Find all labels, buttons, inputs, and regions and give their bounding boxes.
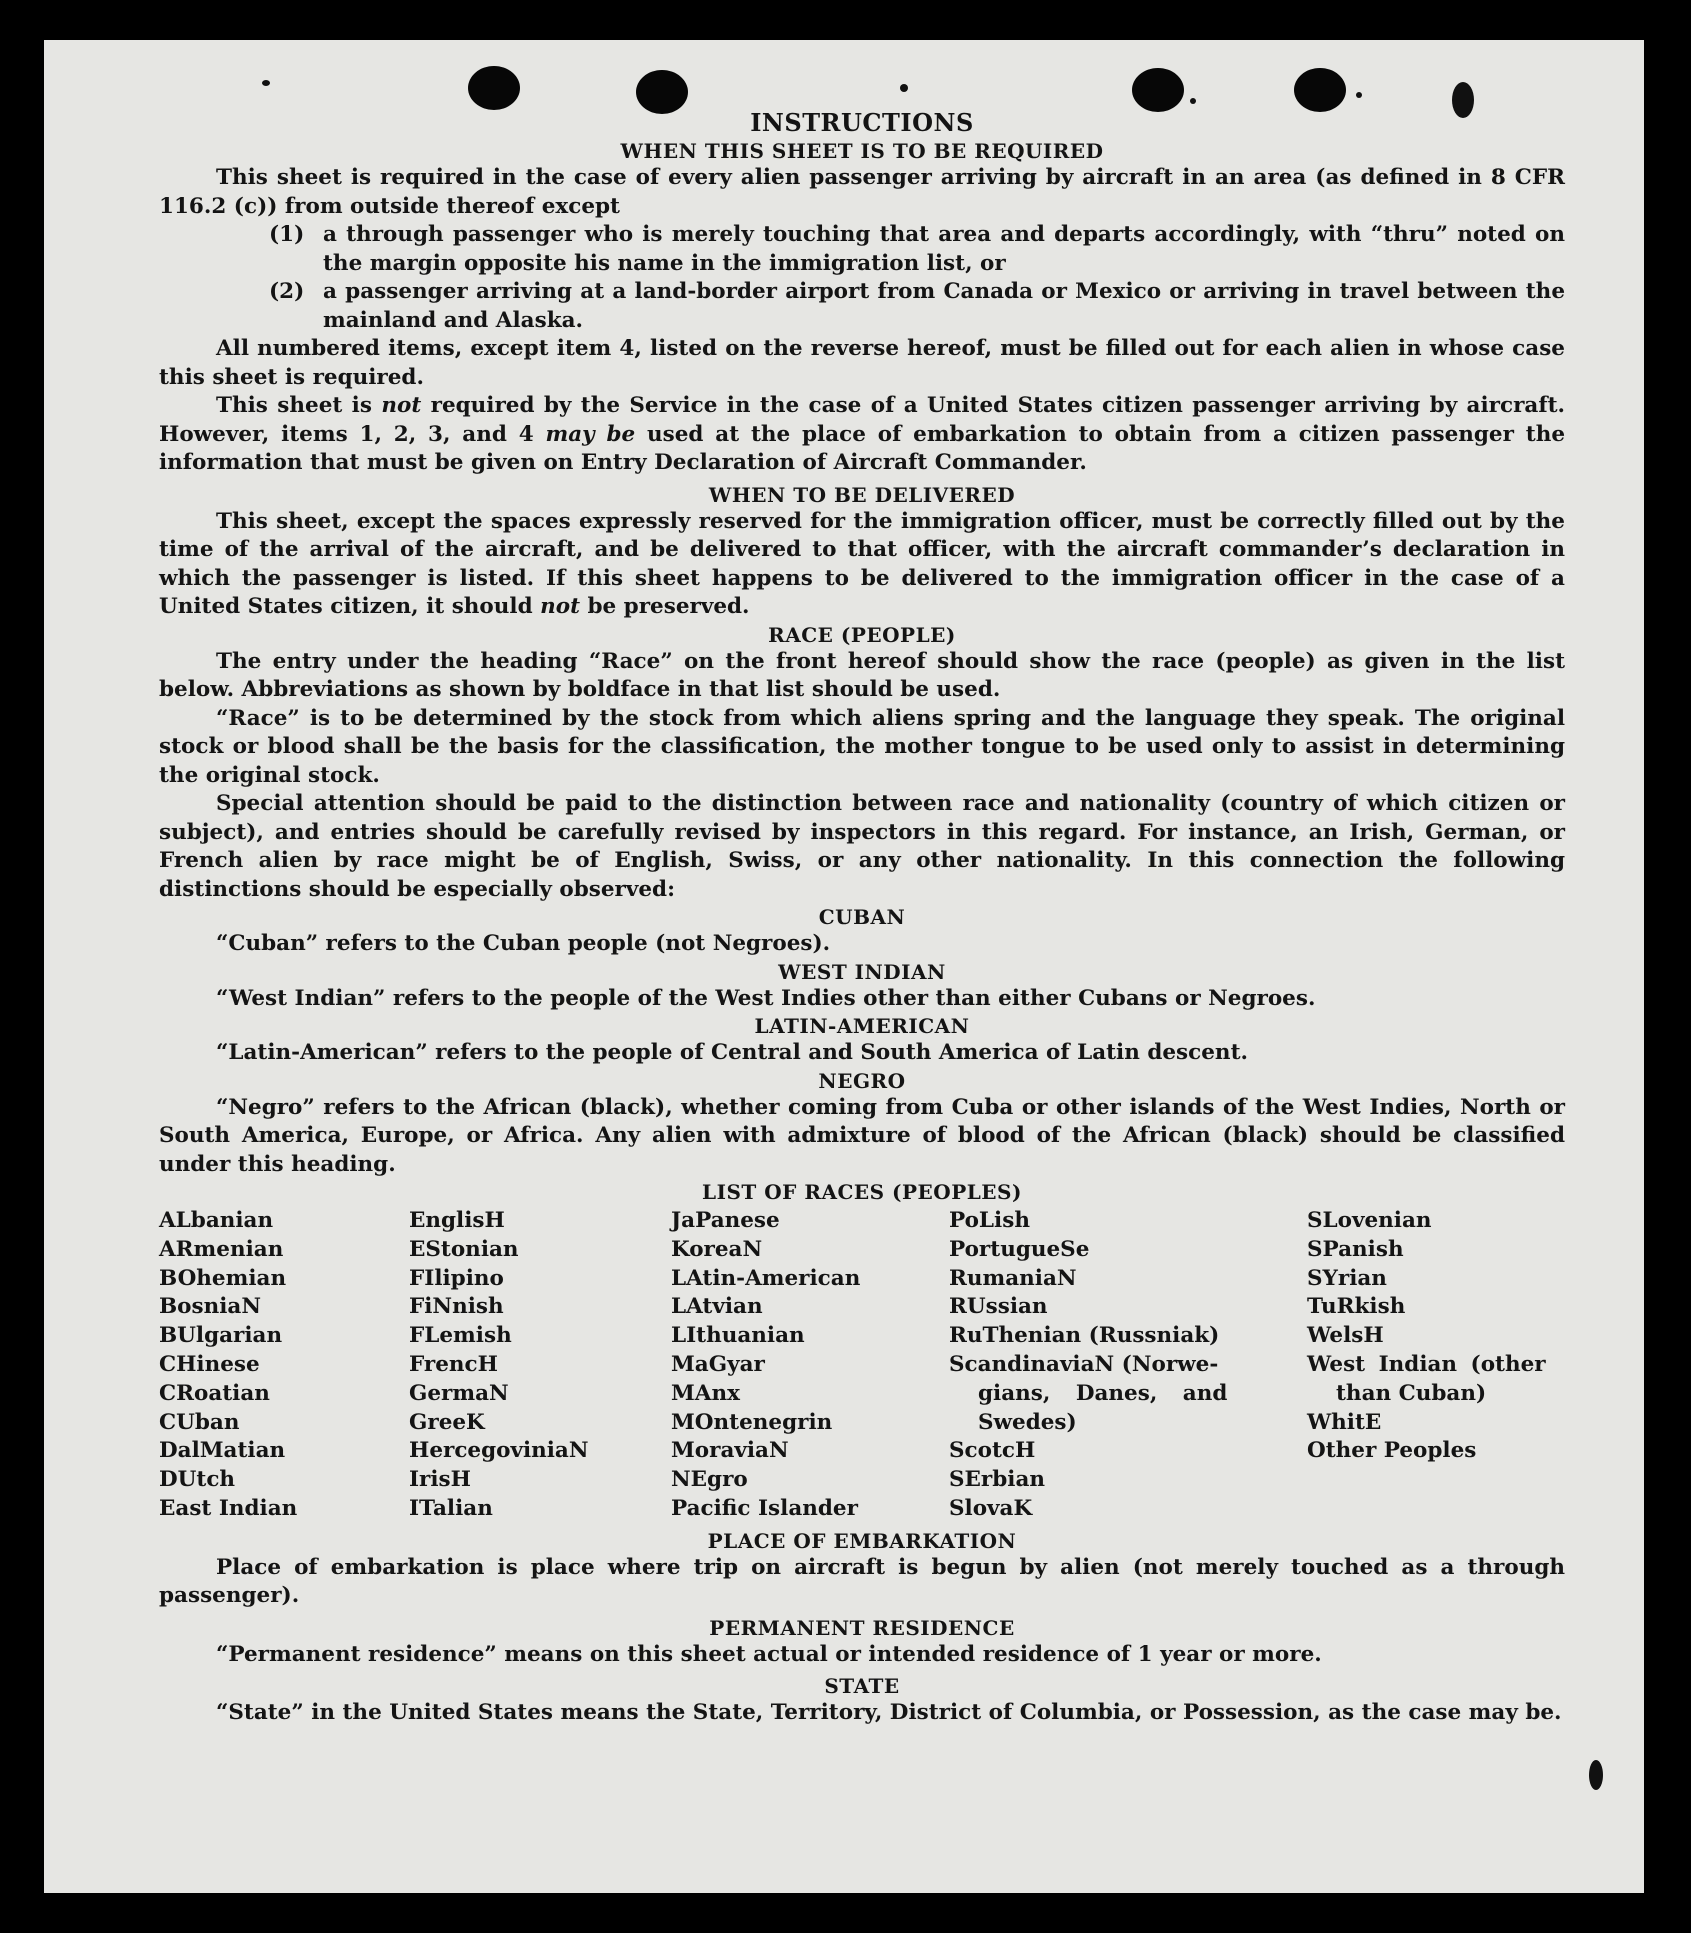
- race-entry: ARmenian: [159, 1236, 284, 1262]
- paragraph-state: “State” in the United States means the State, Territory, District of Columbia, or Possession, as the case may be.: [216, 1700, 1562, 1726]
- paragraph-cuban: “Cuban” refers to the Cuban people (not Negroes).: [216, 931, 831, 956]
- speck: [1190, 98, 1196, 104]
- race-entry: FIlipino: [409, 1265, 504, 1291]
- race-entry: SLovenian: [1307, 1208, 1432, 1233]
- paragraph-race-definition: “Race” is to be determined by the stock from which aliens spring and the language they speak. The original stock or blood shall be the basis for the classification, the mother tongue to be used only to assist in determining the original stock.: [159, 705, 1565, 788]
- instructions-title: INSTRUCTIONS: [750, 108, 974, 137]
- race-list: [159, 1207, 1565, 1524]
- race-column: [159, 1207, 409, 1524]
- race-entry: MoraviaN: [671, 1438, 789, 1464]
- race-entry: RumaniaN: [949, 1265, 1077, 1291]
- race-entry: RuThenian (Russniak): [949, 1323, 1220, 1349]
- document-sheet: [44, 40, 1644, 1893]
- race-entry: LAtin-American: [671, 1265, 861, 1291]
- race-entry: MAnx: [671, 1380, 740, 1406]
- ink-blot: [1589, 1760, 1603, 1790]
- paragraph-citizen-note: This sheet is not required by the Service in the case of a United States citizen passenger arriving by aircraft. However, items 1, 2, 3, and 4 may be used at the place of embarkation to obtain from a citizen passenger the information that must be given on Entry Declaration of Aircraft Commander.: [159, 393, 1566, 475]
- race-entry: MaGyar: [671, 1351, 765, 1377]
- paragraph-race-nationality: Special attention should be paid to the distinction between race and nationality (country of which citizen or subject), and entries should be carefully revised by inspectors in this regard. For instance, an Irish, German, or French alien by race might be of English, Swiss, or any other nationality. In this connection the following distinctions should be especially observed:: [159, 791, 1565, 902]
- race-entry-scandinavian: ScandinaviaN (Norwe-: [949, 1351, 1219, 1377]
- race-entry: CUban: [159, 1409, 240, 1435]
- race-entry: PortugueSe: [949, 1236, 1090, 1262]
- race-entry: SlovaK: [949, 1495, 1033, 1521]
- exception-number: (2): [269, 279, 305, 304]
- section-heading-when-delivered: WHEN TO BE DELIVERED: [708, 482, 1016, 507]
- paragraph-latin-american: “Latin-American” refers to the people of Central and South America of Latin descent.: [216, 1040, 1248, 1065]
- paragraph-embarkation: Place of embarkation is place where trip on aircraft is begun by alien (not merely touched as a through passenger).: [159, 1554, 1565, 1609]
- race-entry: KoreaN: [671, 1236, 763, 1262]
- race-entry: NEgro: [671, 1467, 748, 1493]
- race-entry: FiNnish: [409, 1294, 504, 1320]
- race-entry: PoLish: [949, 1208, 1030, 1233]
- exception-number: (1): [269, 222, 305, 247]
- race-entry-west-indian-cont: than Cuban): [1336, 1380, 1487, 1406]
- exception-item: [269, 278, 1565, 335]
- punch-hole: [468, 66, 520, 110]
- race-entry: SYrian: [1307, 1265, 1387, 1291]
- section-heading-embarkation: PLACE OF EMBARKATION: [707, 1528, 1017, 1553]
- section-heading-race: RACE (PEOPLE): [768, 622, 956, 647]
- race-entry: SPanish: [1307, 1236, 1404, 1262]
- race-entry: TuRkish: [1307, 1294, 1406, 1320]
- paragraph-required-intro: This sheet is required in the case of every alien passenger arriving by aircraft in an area (as defined in 8 CFR 116.2 (c)) from outside thereof except: [159, 165, 1565, 219]
- speck: [262, 80, 270, 86]
- race-entry: BosniaN: [159, 1294, 261, 1320]
- race-entry: DUtch: [159, 1467, 236, 1493]
- race-entry: HercegoviniaN: [409, 1438, 589, 1464]
- race-entry: BOhemian: [159, 1265, 287, 1291]
- exception-item: [269, 221, 1565, 278]
- exception-text: a passenger arriving at a land-border airport from Canada or Mexico or arriving in travel between the mainland and Alaska.: [323, 279, 1565, 333]
- paragraph-delivery: This sheet, except the spaces expressly reserved for the immigration officer, must be correctly filled out by the time of the arrival of the aircraft, and be delivered to that officer, with the aircraft commander’s declaration in which the passenger is listed. If this sheet happens to be delivered to the immigration officer in the case of a United States citizen, it should not be preserved.: [159, 508, 1565, 619]
- race-entry: BUlgarian: [159, 1323, 283, 1349]
- race-entry: EStonian: [409, 1236, 519, 1262]
- speck: [900, 84, 908, 92]
- punch-hole: [1132, 68, 1184, 112]
- paragraph-west-indian: “West Indian” refers to the people of the West Indies other than either Cubans or Negroes.: [216, 985, 1316, 1011]
- race-column: [671, 1207, 949, 1524]
- race-entry: JaPanese: [671, 1208, 780, 1233]
- race-entry: MOntenegrin: [671, 1409, 833, 1435]
- section-heading-latin-american: LATIN-AMERICAN: [754, 1014, 970, 1038]
- race-entry-scandinavian-cont: gians, Danes, and: [978, 1380, 1228, 1406]
- race-entry: East Indian: [159, 1495, 298, 1521]
- section-heading-negro: NEGRO: [818, 1068, 906, 1093]
- race-entry: WhitE: [1307, 1409, 1382, 1435]
- race-entry: IrisH: [409, 1467, 471, 1493]
- race-entry: ScotcH: [949, 1438, 1036, 1464]
- race-entry: Other Peoples: [1307, 1438, 1477, 1464]
- race-entry-scandinavian-cont: Swedes): [978, 1409, 1077, 1435]
- section-heading-when-required: WHEN THIS SHEET IS TO BE REQUIRED: [620, 139, 1104, 163]
- race-entry: DalMatian: [159, 1438, 286, 1464]
- race-entry: FrencH: [409, 1351, 498, 1377]
- paragraph-negro: “Negro” refers to the African (black), whether coming from Cuba or other islands of the West Indies, North or South America, Europe, or Africa. Any alien with admixture of blood of the African (black) should be classified under this heading.: [159, 1094, 1565, 1177]
- race-entry: LIthuanian: [671, 1323, 805, 1349]
- punch-hole: [1294, 68, 1346, 112]
- race-entry: LAtvian: [671, 1294, 763, 1320]
- section-heading-west-indian: WEST INDIAN: [778, 959, 946, 984]
- race-entry: GreeK: [409, 1409, 485, 1435]
- race-entry: GermaN: [409, 1380, 509, 1406]
- instructions-content: [159, 108, 1565, 1728]
- race-entry: Pacific Islander: [671, 1495, 858, 1521]
- speck: [1356, 92, 1362, 98]
- section-heading-list-of-races: LIST OF RACES (PEOPLES): [702, 1180, 1022, 1204]
- race-entry: EnglisH: [409, 1208, 505, 1233]
- race-entry: CRoatian: [159, 1380, 270, 1406]
- section-heading-state: STATE: [824, 1674, 900, 1699]
- race-entry: WelsH: [1307, 1323, 1384, 1349]
- race-entry: ALbanian: [159, 1208, 274, 1233]
- race-entry: FLemish: [409, 1323, 512, 1349]
- race-entry: RUssian: [949, 1294, 1048, 1320]
- paragraph-numbered-items: All numbered items, except item 4, listed on the reverse hereof, must be filled out for each alien in whose case this sheet is required.: [159, 336, 1565, 390]
- race-entry-west-indian: West Indian (other: [1307, 1351, 1546, 1377]
- section-heading-cuban: CUBAN: [818, 905, 906, 929]
- exception-text: a through passenger who is merely touching that area and departs accordingly, with “thru” noted on the margin opposite his name in the immigration list, or: [323, 222, 1565, 276]
- race-column: [949, 1207, 1307, 1524]
- paragraph-race-entry: The entry under the heading “Race” on the front hereof should show the race (people) as given in the list below. Abbreviations as shown by boldface in that list should be used.: [159, 648, 1565, 702]
- race-entry: CHinese: [159, 1351, 260, 1377]
- race-column: [1307, 1207, 1565, 1524]
- paragraph-permanent-residence: “Permanent residence” means on this sheet actual or intended residence of 1 year or more.: [216, 1641, 1322, 1667]
- section-heading-permanent-residence: PERMANENT RESIDENCE: [709, 1615, 1015, 1640]
- race-entry: SErbian: [949, 1467, 1046, 1493]
- race-column: [409, 1207, 671, 1524]
- race-entry: ITalian: [409, 1495, 493, 1521]
